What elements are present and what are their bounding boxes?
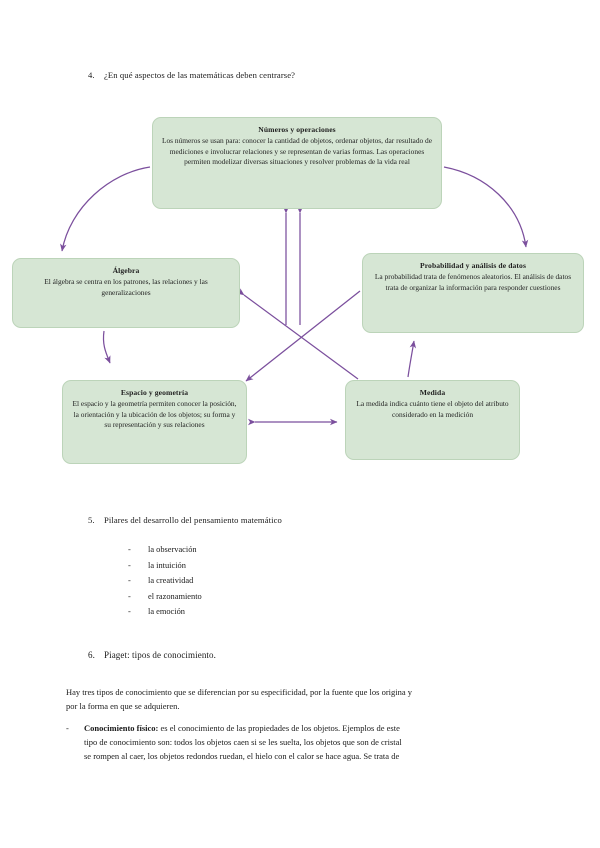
node-title: Números y operaciones	[258, 125, 336, 134]
question-number: 6.	[88, 650, 95, 660]
list-dash: -	[128, 591, 131, 601]
diagram-node-medida	[345, 380, 520, 460]
list-dash: -	[128, 545, 131, 554]
list-item-label: la observación	[148, 545, 197, 554]
bullet-line-2: tipo de conocimiento son: todos los objetos caen si se les suelta, los objetos que son de cristal	[84, 736, 402, 747]
node-body: La probabilidad trata de fenómenos aleatorios. El análisis de datos trata de organizar la información para responder cuestiones	[374, 272, 572, 292]
list-dash: -	[128, 576, 131, 585]
concept-map-diagram	[0, 95, 600, 490]
node-title: Probabilidad y análisis de datos	[419, 261, 527, 270]
node-body: El álgebra se centra en los patrones, las relaciones y las generalizaciones	[44, 277, 208, 297]
bullet-content	[84, 722, 556, 763]
diagram-node-algebra	[12, 258, 240, 328]
node-body: Los números se usan para: conocer la cantidad de objetos, ordenar objetos, dar resultado de mediciones e involucrar relaciones y se representan de varias formas. Las operaciones permiten modelizar diversas situaciones y resolver problemas de la vida real	[161, 136, 433, 167]
question-text: Pilares del desarrollo del pensamiento matemático	[104, 515, 282, 525]
question-number: 4.	[88, 70, 95, 80]
list-dash: -	[128, 607, 131, 616]
list-item-label: el razonamiento	[148, 591, 202, 601]
question-text: Piaget: tipos de conocimiento.	[104, 650, 216, 660]
list-item-label: la intuición	[148, 560, 186, 570]
question-item-5	[88, 515, 282, 526]
node-body: El espacio y la geometría permiten conocer la posición, la orientación y la ubicación de los objetos; su forma y su representación y sus relaciones	[72, 399, 237, 430]
bullet-dash: -	[66, 723, 69, 733]
list-item-label: la emoción	[148, 607, 185, 616]
question-item-6	[88, 650, 216, 662]
diagram-node-espacio-y-geometria	[62, 380, 247, 464]
diagram-node-numeros-y-operaciones	[152, 117, 442, 209]
bullet-line-1	[84, 722, 556, 736]
knowledge-bullet-conocimiento-fisico	[66, 722, 556, 763]
paragraph-line: por la forma en que se adquieren.	[66, 700, 180, 711]
paragraph-line: Hay tres tipos de conocimiento que se diferencian por su especificidad, por la fuente que los origina y	[66, 687, 413, 697]
list-dash: -	[128, 560, 131, 570]
node-title: Álgebra	[112, 266, 140, 275]
bullet-line-3: se rompen al caer, los objetos redondos ruedan, el hielo con el calor se hace agua. Se trata de	[84, 750, 400, 761]
question-item-4	[88, 70, 295, 81]
node-body: La medida indica cuánto tiene el objeto del atributo considerado en la medición	[356, 399, 509, 419]
question-number: 5.	[88, 515, 95, 525]
knowledge-intro-paragraph	[66, 686, 546, 714]
list-item-label: la creatividad	[148, 576, 194, 585]
node-title: Medida	[419, 388, 446, 397]
bullet-line-1-rest: es el conocimiento de las propiedades de los objetos. Ejemplos de este	[158, 723, 400, 733]
diagram-node-probabilidad-y-analisis-de-datos	[362, 253, 584, 333]
question-text: ¿En qué aspectos de las matemáticas deben centrarse?	[104, 70, 296, 80]
node-title: Espacio y geometría	[120, 388, 189, 397]
bullet-bold-label: Conocimiento físico:	[84, 723, 159, 733]
